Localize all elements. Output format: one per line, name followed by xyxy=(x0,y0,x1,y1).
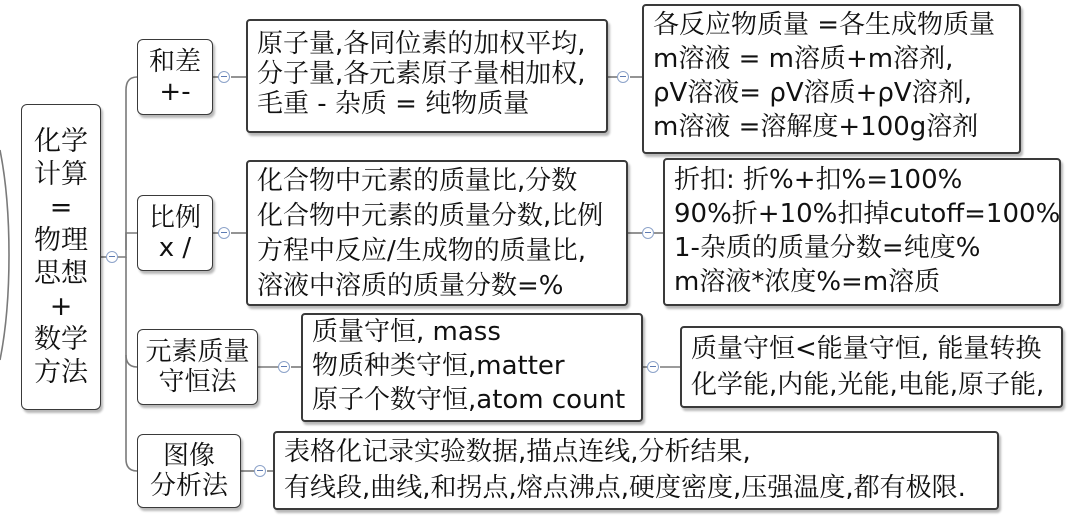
collapse-icon[interactable] xyxy=(617,71,629,83)
category-node-shouheng[interactable] xyxy=(137,329,258,405)
category-label: 和差 xyxy=(148,47,201,77)
root-line: 方法 xyxy=(34,357,88,388)
detail-line: 1-杂质的质量分数=纯度% xyxy=(674,233,981,263)
category-label: 分析法 xyxy=(149,471,228,501)
detail-line: m溶液 = m溶质+m溶剂, xyxy=(653,44,954,74)
detail-line: ρV溶液= ρV溶质+ρV溶剂, xyxy=(653,78,972,108)
detail-line: 化学能,内能,光能,电能,原子能, xyxy=(691,370,1045,400)
root-line: 化学 xyxy=(34,126,88,157)
root-line: 物理 xyxy=(34,225,88,256)
detail-line: m溶液*浓度%=m溶质 xyxy=(674,267,941,297)
category-label: 图像 xyxy=(162,441,215,471)
collapse-icon[interactable] xyxy=(647,361,659,373)
detail-line: 物质种类守恒,matter xyxy=(312,351,565,381)
category-label: 元素质量 xyxy=(145,337,250,367)
detail-line: 折扣: 折%+扣%=100% xyxy=(674,165,963,195)
collapse-icon[interactable] xyxy=(254,465,266,477)
category-node-bili[interactable] xyxy=(137,195,213,271)
detail-line: 溶液中溶质的质量分数=% xyxy=(257,271,564,301)
category-label: 比例 xyxy=(148,203,201,233)
detail-line: 毛重 - 杂质 = 纯物质量 xyxy=(257,89,530,119)
root-line: 数学 xyxy=(34,324,88,355)
detail-line: 表格化记录实验数据,描点连线,分析结果, xyxy=(284,437,751,467)
detail-node-tuxiang-main[interactable] xyxy=(273,431,999,510)
collapse-icon[interactable] xyxy=(218,71,230,83)
detail-line: 原子个数守恒,atom count xyxy=(312,385,626,415)
category-label: x / xyxy=(158,233,192,263)
detail-line: 化合物中元素的质量分数,比例 xyxy=(257,201,604,231)
collapse-icon[interactable] xyxy=(218,227,230,239)
detail-node-shouheng-extra[interactable] xyxy=(680,326,1063,408)
detail-node-shouheng-main[interactable] xyxy=(301,313,643,422)
detail-line: 质量守恒<能量守恒, 能量转换 xyxy=(691,334,1042,364)
detail-line: 化合物中元素的质量比,分数 xyxy=(257,166,578,196)
detail-node-hecha-extra[interactable] xyxy=(642,4,1021,154)
root-node[interactable] xyxy=(21,104,101,410)
detail-line: 原子量,各同位素的加权平均, xyxy=(257,29,586,59)
category-node-hecha[interactable] xyxy=(137,39,213,115)
category-label: +- xyxy=(159,77,191,107)
detail-line: 方程中反应/生成物的质量比, xyxy=(257,236,587,266)
detail-line: 质量守恒, mass xyxy=(312,317,501,347)
collapse-icon[interactable] xyxy=(106,251,118,263)
detail-line: 各反应物质量 =各生成物质量 xyxy=(653,10,996,40)
root-line: = xyxy=(49,192,73,223)
root-line: 思想 xyxy=(34,258,88,289)
detail-node-hecha-main[interactable] xyxy=(246,19,608,133)
detail-line: 有线段,曲线,和拐点,熔点沸点,硬度密度,压强温度,都有极限. xyxy=(284,473,966,503)
category-label: 守恒法 xyxy=(158,367,237,397)
detail-line: 分子量,各元素原子量相加权, xyxy=(257,59,586,89)
detail-line: m溶液 =溶解度+100g溶剂 xyxy=(653,112,979,142)
collapse-icon[interactable] xyxy=(642,227,654,239)
root-line: + xyxy=(49,291,73,322)
category-node-tuxiang[interactable] xyxy=(137,434,241,508)
detail-node-bili-extra[interactable] xyxy=(663,158,1061,306)
detail-line: 90%折+10%扣掉cutoff=100% xyxy=(674,199,1061,229)
root-line: 计算 xyxy=(34,159,88,190)
collapse-icon[interactable] xyxy=(278,361,290,373)
detail-node-bili-main[interactable] xyxy=(246,160,628,306)
